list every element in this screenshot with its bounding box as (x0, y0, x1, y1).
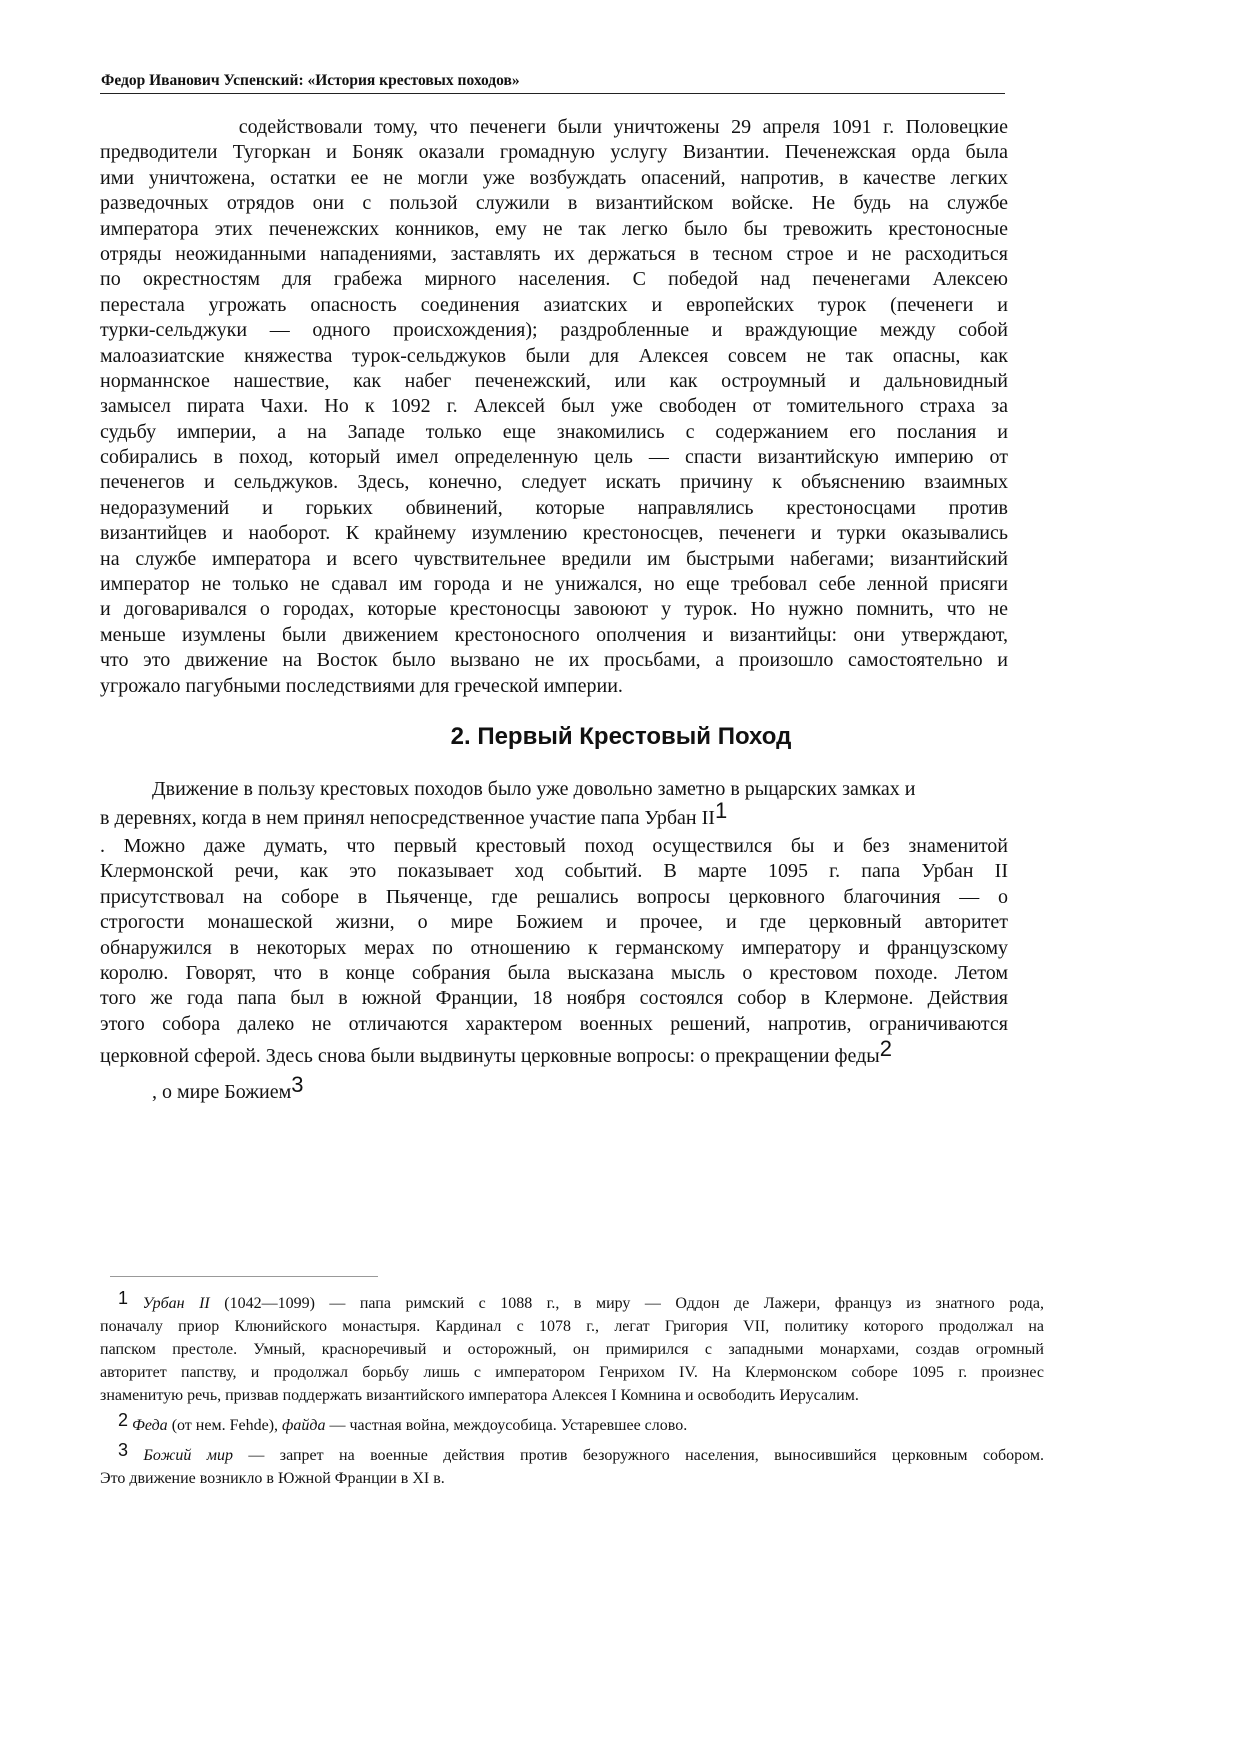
text-line: императора этих печенежских конников, ему не так легко было бы тревожить крестоносные (100, 217, 1008, 240)
running-header: Федор Иванович Успенский: «История крестовых походов» (101, 72, 520, 89)
text-line: меньше изумлены были движением крестоносного ополчения и византийцы: они утверждают, (100, 623, 1008, 646)
footnote-number: 2 (118, 1410, 129, 1430)
footnote-text: Это движение возникло в Южной Франции в XI в. (100, 1470, 445, 1487)
footnote-text: авторитет папству, и продолжал борьбу лишь с императором Генрихом IV. На Клермонском соборе 1095 г. произнес (100, 1364, 1044, 1381)
text-line: . Можно даже думать, что первый крестовый поход осуществился бы и без знаменитой (100, 835, 1008, 857)
footnote-text: (1042—1099) — папа римский с 1088 г., в миру — Оддон де Лажери, француз из знатного рода, (224, 1295, 1045, 1312)
para2-line-1: Движение в пользу крестовых походов было уже довольно заметно в рыцарских замках и (152, 778, 916, 800)
text-line: содействовали тому, что печенеги были уничтожены 29 апреля 1091 г. Половецкие (100, 116, 1008, 138)
footnote-ref-2[interactable]: 2 (879, 1036, 892, 1061)
para2-tail-text: , о мире Божием (152, 1081, 292, 1103)
text-line: судьбу империи, а на Западе только еще знакомились с содержанием его послания и (100, 420, 1008, 443)
footnote-text: папском престоле. Умный, красноречивый и осторожный, он примирился с западными монархами, создав огромный (100, 1341, 1044, 1358)
footnote-text: — запрет на военные действия против безоружного населения, выносившийся церковным собором. (248, 1447, 1045, 1464)
text-line: что это движение на Восток было вызвано не их просьбами, а произошло самостоятельно и (100, 649, 1008, 672)
footnote-text: (от нем. Fehde), (167, 1417, 283, 1434)
footnote-term: Урбан II (142, 1295, 210, 1312)
text-line: собирались в поход, который имел определенную цель — спасти византийскую империю от (100, 446, 1008, 469)
text-line: угрожало пагубными последствиями для греческой империи. (100, 674, 623, 697)
section-heading: 2. Первый Крестовый Поход (450, 723, 792, 750)
text-line: строгости монашеской жизни, о мире Божием и прочее, и где церковный авторитет (100, 911, 1008, 934)
text-line: перестала угрожать опасность соединения азиатских и европейских турок (печенеги и (100, 293, 1008, 316)
text-line: этого собора далеко не отличаются характером военных решений, напротив, ограничиваются (100, 1012, 1008, 1035)
paragraph-1 (100, 115, 1008, 699)
footnote-number: 1 (118, 1288, 129, 1308)
footnote-1 (100, 1288, 1045, 1407)
footnote-text: поначалу приор Клюнийского монастыря. Кардинал с 1078 г., легат Григория VII, политику которого продолжал на (100, 1318, 1044, 1335)
text-line: византийцев и наоборот. К крайнему изумлению крестоносцев, печенеги и турки оказывались (100, 522, 1008, 545)
para2-tail (152, 1072, 304, 1105)
footnote-ref-1[interactable]: 1 (714, 798, 728, 823)
header-rule (100, 93, 1005, 94)
text-line: разведочных отрядов они с пользой служили в византийском войске. Не будь на службе (100, 192, 1008, 215)
footnote-number: 3 (118, 1440, 129, 1460)
text-line: замысел пирата Чахи. Но к 1092 г. Алексей был уже свободен от томительного страха за (100, 395, 1008, 418)
footnote-text: знаменитую речь, призвав поддержать византийского императора Алексея I Комнина и освободить Иерусалим. (100, 1387, 859, 1404)
text-line: ими уничтожена, остатки ее не могли уже возбуждать опасений, напротив, в качестве легких (100, 166, 1008, 189)
footnote-term: Божий мир (143, 1447, 233, 1464)
text-line: недоразумений и горьких обвинений, которые направлялись крестоносцами против (100, 496, 1008, 519)
text-line: Клермонской речи, как это показывает ход событий. В марте 1095 г. папа Урбан II (100, 860, 1008, 883)
para2-line-last (100, 1036, 892, 1069)
text-line: присутствовал на соборе в Пьяченце, где решались вопросы церковного благочиния — о (100, 885, 1008, 908)
footnote-term: Феда (132, 1417, 168, 1434)
footnote-term: файда (282, 1417, 326, 1434)
text-line: по окрестностям для грабежа мирного населения. С победой над печенегами Алексею (100, 268, 1008, 291)
text-line: предводители Тугоркан и Боняк оказали громадную услугу Византии. Печенежская орда была (100, 141, 1008, 164)
footnote-separator (110, 1276, 378, 1277)
text-line: того же года папа был в южной Франции, 18 ноября состоялся собор в Клермоне. Действия (100, 987, 1008, 1010)
text-line: на службе императора и всего чувствительнее вредили им быстрыми набегами; византийский (100, 547, 1008, 570)
footnote-ref-3[interactable]: 3 (291, 1072, 304, 1097)
text-line: малоазиатские княжества турок-сельджуков были для Алексея совсем не так опасны, как (100, 344, 1008, 367)
footnote-2 (100, 1410, 1044, 1437)
footnote-3 (100, 1440, 1045, 1490)
footnote-text: — частная война, междоусобица. Устаревшее слово. (325, 1417, 688, 1434)
text-line: королю. Говорят, что в конце собрания была высказана мысль о крестовом походе. Летом (100, 961, 1008, 984)
text-line: обнаружился в некоторых мерах по отношению к германскому императору и французскому (100, 936, 1008, 959)
text-line: император не только не сдавал им города и не унижался, но еще требовал себе ленной присяги (100, 573, 1008, 596)
text-line: норманнское нашествие, как набег печенежский, или как остроумный и дальновидный (100, 369, 1008, 392)
text-line: печенегов и сельджуков. Здесь, конечно, следует искать причину к объяснению взаимных (100, 471, 1008, 494)
text-line: отряды неожиданными нападениями, заставлять их держаться в тесном строе и не расходиться (100, 242, 1008, 265)
para2-line-2 (100, 798, 728, 831)
para2-line-2-text: в деревнях, когда в нем принял непосредственное участие папа Урбан II (100, 807, 715, 829)
paragraph-2-body (100, 834, 1008, 1037)
text-line: турки-сельджуки — одного происхождения); раздробленные и враждующие между собой (100, 319, 1008, 342)
para2-line-last-text: церковной сферой. Здесь снова были выдвинуты церковные вопросы: о прекращении феды (100, 1045, 880, 1067)
text-line: и договаривался о городах, которые крестоносцы завоюют у турок. Но нужно помнить, что не (100, 598, 1008, 621)
